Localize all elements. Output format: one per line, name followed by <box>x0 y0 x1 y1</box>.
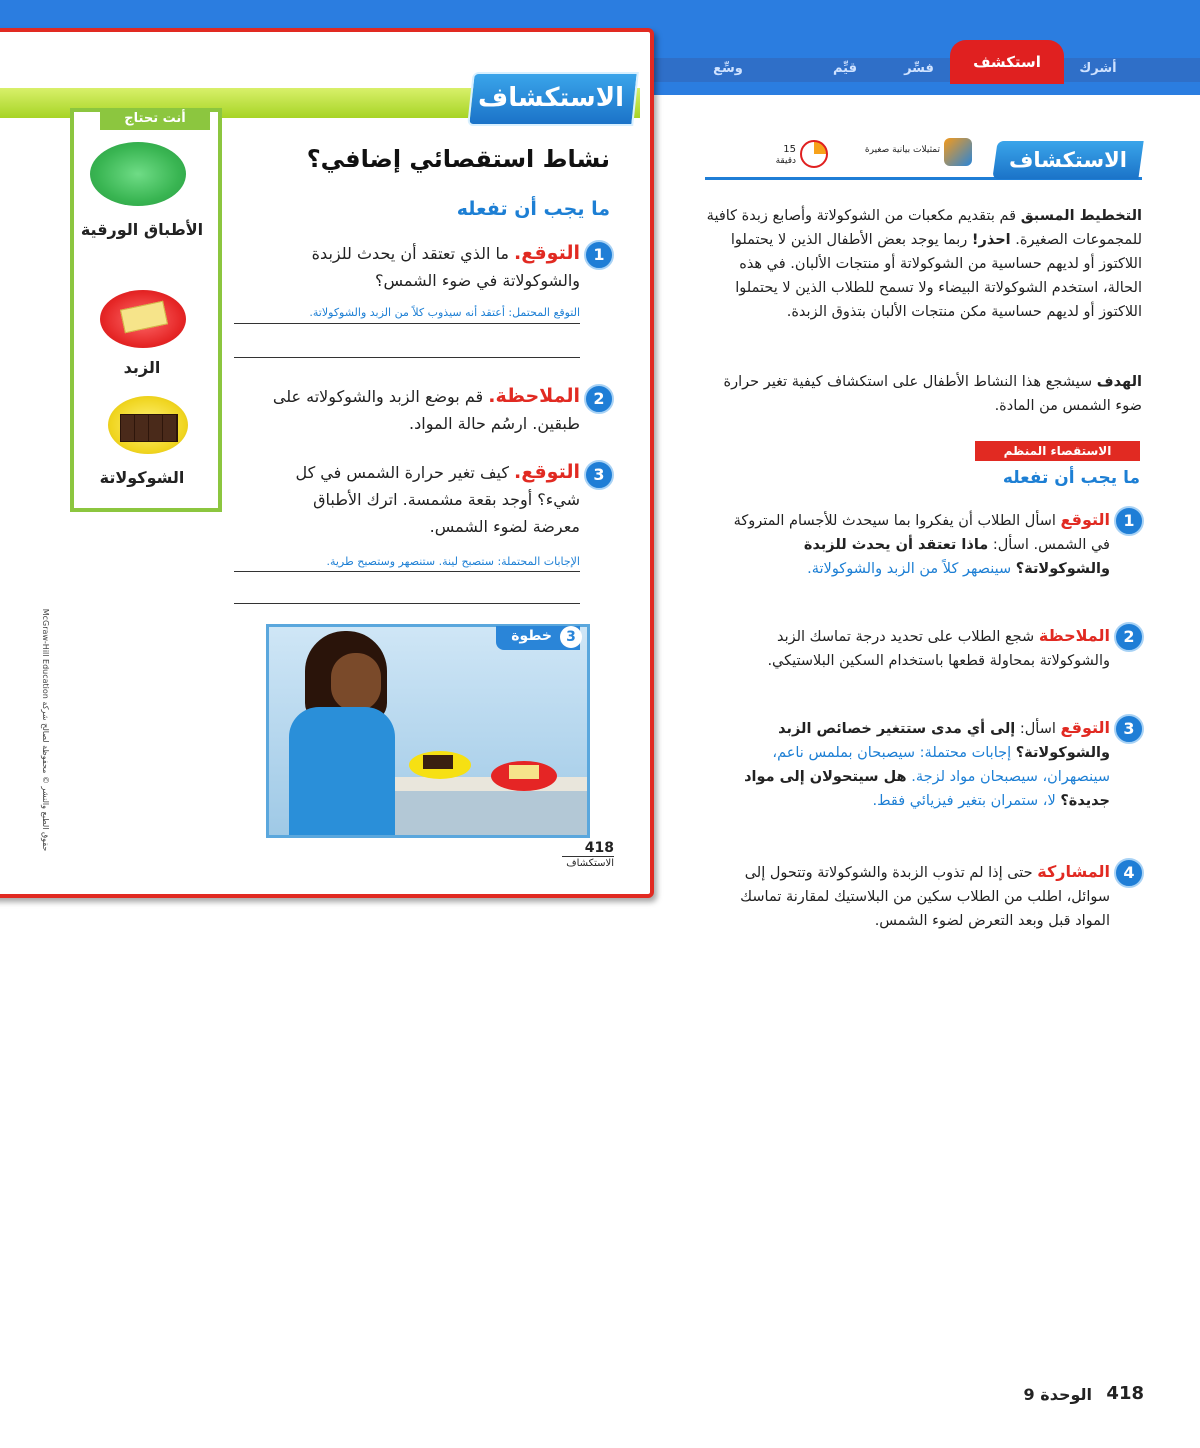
teacher-step-4-text: حتى إذا لم تذوب الزبدة والشوكولاتة وتتحول إلى سوائل، اطلب من الطلاب سكين من البلاستيك لمقارنة تماسك المواد قبل وبعد التعرض لضوء الشمس. <box>740 865 1110 929</box>
need-item-chocolate: الشوكولاتة <box>99 468 185 487</box>
photo-step-label: خطوة <box>511 628 552 644</box>
guided-inquiry-badge: الاستقصاء المنظم <box>975 441 1140 461</box>
answer-line <box>234 323 580 324</box>
student-step-3 <box>270 459 580 540</box>
teacher-step-3-question: إلى أي مدى ستتغير خصائص الزبد والشوكولاتة؟ <box>778 721 1110 761</box>
chocolate-icon <box>120 414 178 442</box>
need-item-plates: الأطباق الورقية <box>80 220 204 239</box>
student-step-2 <box>250 383 580 437</box>
teacher-step-2-key: الملاحظة <box>1038 626 1110 645</box>
tab-engage[interactable]: أشرك <box>1079 61 1117 76</box>
photo-butter <box>509 765 539 779</box>
teacher-step-3 <box>730 716 1110 813</box>
student-header-title: الاستكشاف <box>478 83 624 113</box>
teacher-step-4-number: 4 <box>1114 858 1144 888</box>
answer-line <box>234 571 580 572</box>
student-page-number: 418 <box>584 840 614 856</box>
teacher-step-1-answer: سينصهر كلاً من الزبد والشوكولاتة. <box>807 561 1012 577</box>
plan-key: التخطيط المسبق <box>1020 208 1142 224</box>
photo-step-badge <box>496 626 580 650</box>
step-1-key: التوقع. <box>514 242 580 264</box>
teacher-step-1-text: اسأل الطلاب أن يفكروا بما سيحدث للأجسام المتروكة في الشمس. اسأل: <box>733 513 1110 553</box>
teacher-step-3-text: اسأل: <box>1019 721 1056 737</box>
tab-explain[interactable]: فسِّر <box>904 61 934 76</box>
copyright-text: حقوق الطبع والنشر © محفوظة لصالح شركة McGraw-Hill Education <box>41 608 50 852</box>
teacher-step-4 <box>730 860 1110 933</box>
teacher-step-1-number: 1 <box>1114 506 1144 536</box>
step-2-text: قم بوضع الزبد والشوكولاته على طبقين. ارسُم حالة المواد. <box>272 387 580 433</box>
girl-face <box>331 653 381 711</box>
time-unit: دقيقة <box>775 156 796 166</box>
activity-subtitle: ما يجب أن تفعله <box>456 198 610 220</box>
step-3-key: التوقع. <box>514 461 580 483</box>
step-3-number: 3 <box>584 460 614 490</box>
teacher-step-1-key: التوقع <box>1060 510 1110 529</box>
teacher-step-1-question: ماذا تعتقد أن يحدث للزبدة والشوكولاتة؟ <box>803 537 1110 577</box>
student-step-1 <box>250 240 580 294</box>
photo-step-number: 3 <box>560 626 582 648</box>
tab-explore[interactable]: استكشف <box>950 40 1064 84</box>
tab-evaluate[interactable]: قيِّم <box>832 61 857 76</box>
student-page-section: الاستكشاف <box>566 858 614 869</box>
time-value: 15 <box>783 144 796 155</box>
step-1-text: ما الذي تعتقد أن يحدث للزبدة والشوكولاتة في ضوء الشمس؟ <box>311 244 580 290</box>
teacher-step-2-number: 2 <box>1114 622 1144 652</box>
goal-key: الهدف <box>1096 374 1142 390</box>
step-2-key: الملاحظة. <box>488 385 580 407</box>
teacher-step-3-key: التوقع <box>1060 718 1110 737</box>
plan-text-1: قم بتقديم مكعبات من الشوكولاتة وأصابع زبدة كافية للمجموعات الصغيرة. <box>706 208 1142 248</box>
timer-icon <box>800 140 828 168</box>
footer-unit: الوحدة 9 <box>1023 1385 1092 1404</box>
small-group-icon <box>944 138 972 166</box>
caution-key: احذر! <box>971 232 1011 248</box>
need-item-butter: الزبد <box>123 358 161 377</box>
answer-line <box>234 603 580 604</box>
teacher-step-3-answer-2: لا، ستمران بتغير فيزيائي فقط. <box>872 793 1056 809</box>
footer-page-number: 418 <box>1106 1383 1144 1404</box>
teacher-step-3-question-2: هل سيتحولان إلى مواد جديدة؟ <box>744 769 1110 809</box>
teacher-step-3-answer: إجابات محتملة: سيصبحان بملمس ناعم، سينصهران، سيصبحان مواد لزجة. <box>772 745 1110 785</box>
tab-extend[interactable]: وسِّع <box>713 61 743 76</box>
activity-title: نشاط استقصائي إضافي؟ <box>306 145 610 173</box>
group-label: تمثيلات بيانية صغيرة <box>864 145 940 155</box>
paper-plate-icon <box>90 142 186 206</box>
plan-ahead-paragraph <box>706 204 1142 324</box>
step-1-answer: التوقع المحتمل: أعتقد أنه سيذوب كلاً من الزبد والشوكولاتة. <box>309 306 580 319</box>
plan-text-2: ربما يوجد بعض الأطفال الذين لا يحتملوا اللاكتوز أو لديهم حساسية من الشوكولاتة أو منتجات الألبان. في هذه الحالة، استخدم الشوكولاتة البيضاء ولا تسمح للطلاب الذين لا يحتملوا اللاكتوز أو لديهم حساسية مكن منتجات الألبان بتذوق الزبدة. <box>730 232 1142 320</box>
answer-line <box>234 357 580 358</box>
teacher-step-2-text: شجع الطلاب على تحديد درجة تماسك الزبد والشوكولاتة بمحاولة قطعها باستخدام السكين البلاستيكي. <box>767 629 1110 669</box>
page-number-rule <box>562 856 614 857</box>
teacher-subtitle: ما يجب أن تفعله <box>1002 468 1140 488</box>
goal-text: سيشجع هذا النشاط الأطفال على استكشاف كيفية تغير حرارة ضوء الشمس من المادة. <box>723 374 1142 414</box>
teacher-step-3-number: 3 <box>1114 714 1144 744</box>
step-3-answer: الإجابات المحتملة: ستصبح لينة. ستنصهر وستصبح طرية. <box>326 555 580 568</box>
you-need-label: أنت تحتاج <box>100 108 210 130</box>
teacher-header-title: الاستكشاف <box>1009 148 1127 172</box>
photo-chocolate <box>423 755 453 769</box>
teacher-step-1 <box>730 508 1110 581</box>
activity-photo <box>266 624 590 838</box>
girl-shirt <box>289 707 395 835</box>
step-2-number: 2 <box>584 384 614 414</box>
step-3-text: كيف تغير حرارة الشمس في كل شيء؟ أوجد بقعة مشمسة. اترك الأطباق معرضة لضوء الشمس. <box>295 463 580 536</box>
goal-paragraph <box>706 370 1142 418</box>
step-1-number: 1 <box>584 240 614 270</box>
teacher-step-2 <box>730 624 1110 673</box>
teacher-step-4-key: المشاركة <box>1037 862 1110 881</box>
